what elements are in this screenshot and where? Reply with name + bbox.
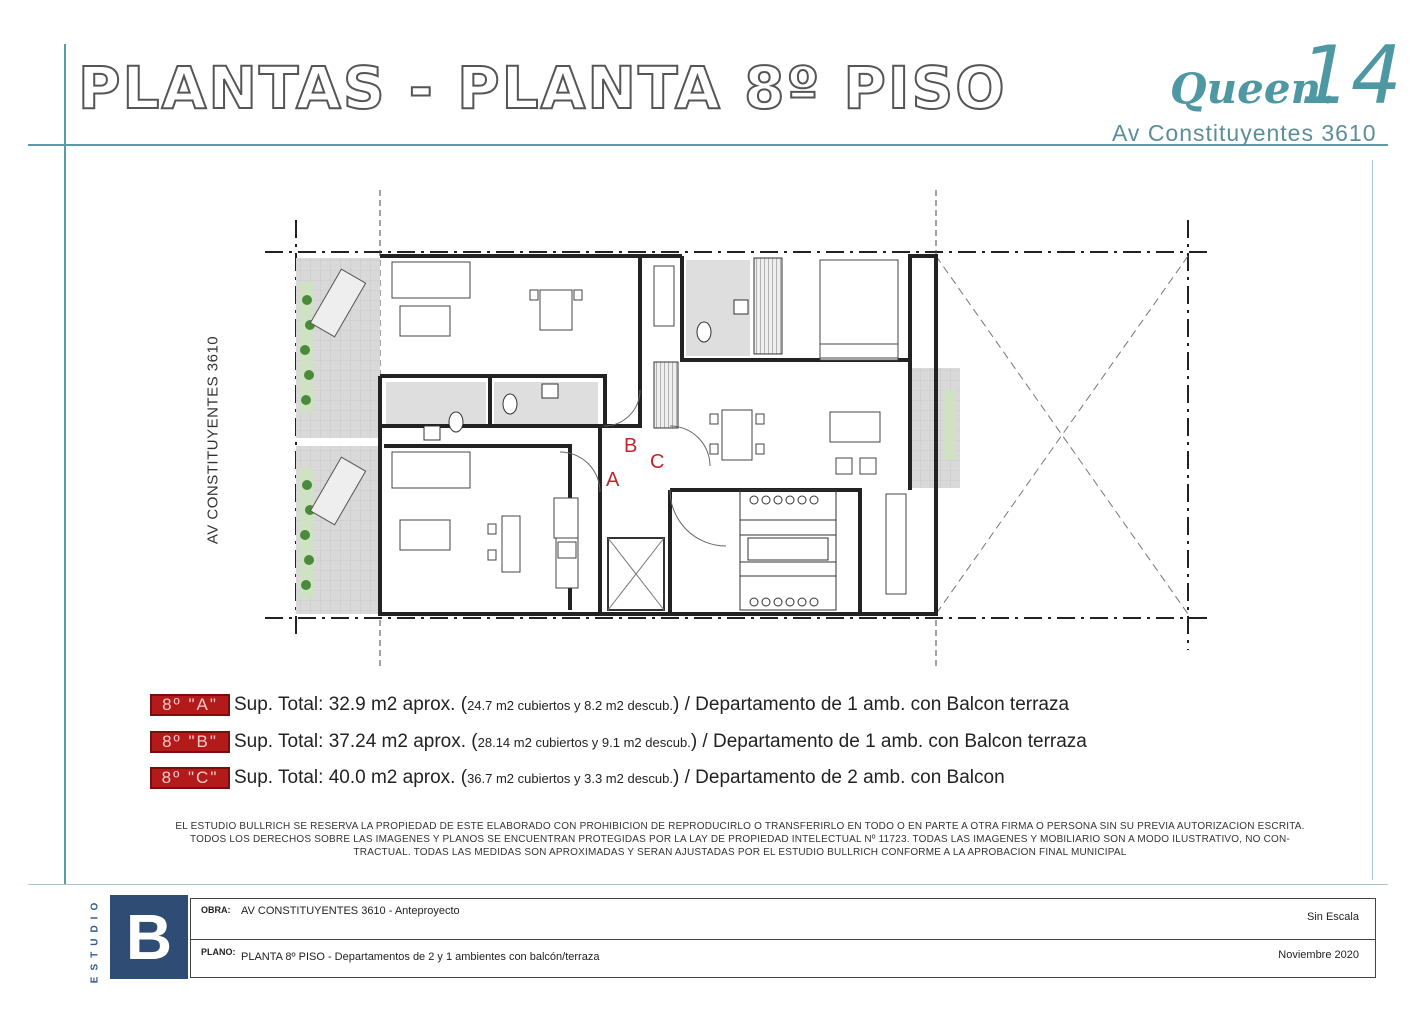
unit-row-b: [150, 729, 1087, 755]
legal-line-2: TODOS LOS DERECHOS SOBRE LAS IMAGENES Y PLANOS SE ENCUENTRAN PROTEGIDAS POR LA LAY DE PROPIEDAD INTELECTUAL Nº 11723. TODAS LAS IMAGENES Y MOBILIARIO SON A MODO ILUSTRATIVO, NO CON-: [190, 834, 1290, 845]
unit-marker-b: B: [624, 435, 638, 457]
legal-notice: [110, 820, 1370, 859]
unit-row-c: [150, 765, 1005, 791]
stairs: [740, 490, 836, 610]
unit-detail-b: 28.14 m2 cubiertos y 9.1 m2 descub.: [477, 734, 691, 750]
legal-line-1: EL ESTUDIO BULLRICH SE RESERVA LA PROPIEDAD DE ESTE ELABORADO CON PROHIBICION DE REPRODUCIRLO O TRANSFERIRLO EN TODO O EN PARTE A OTRA FIRMA O PERSONA SIN SU PREVIA AUTORIZACION ESCRITA.: [175, 821, 1305, 832]
unit-description-a: ) / Departamento de 1 amb. con Balcon terraza: [673, 694, 1070, 715]
unit-badge-c: 8º "C": [150, 767, 230, 789]
street-label: AV CONSTITUYENTES 3610: [204, 335, 222, 545]
unit-total-b: Sup. Total: 37.24 m2 aprox. (: [234, 731, 478, 752]
void-cross: [936, 256, 1188, 614]
page-title: PLANTAS - PLANTA 8º PISO: [78, 54, 1007, 122]
legal-line-3: TRACTUAL. TODAS LAS MEDIDAS SON APROXIMADAS Y SERAN AJUSTADAS POR EL ESTUDIO BULLRICH CONFORME A LA APROBACION FINAL MUNICIPAL: [353, 847, 1127, 858]
logo-queen: Queen.: [1170, 64, 1336, 113]
title-block: [190, 898, 1376, 978]
unit-marker-c: C: [650, 451, 665, 473]
unit-marker-a: A: [606, 469, 620, 491]
plano-label: PLANO:: [201, 947, 236, 957]
unit-total-c: Sup. Total: 40.0 m2 aprox. (: [234, 767, 468, 788]
frame-left-line: [64, 44, 66, 884]
planters: [300, 282, 315, 598]
title-block-divider: [191, 939, 1375, 940]
planter-right: [944, 390, 956, 460]
plano-value: PLANTA 8º PISO - Departamentos de 2 y 1 ambientes con balcón/terraza: [241, 951, 600, 963]
unit-detail-c: 36.7 m2 cubiertos y 3.3 m2 descub.: [467, 770, 674, 786]
unit-detail-a: 24.7 m2 cubiertos y 8.2 m2 descub.: [467, 697, 674, 713]
logo-number: 14: [1300, 29, 1402, 122]
studio-vertical-label: ESTUDIO: [89, 896, 101, 984]
frame-bottom-line: [28, 884, 1388, 885]
date-label: Noviembre 2020: [1278, 949, 1359, 961]
unit-row-a: [150, 692, 1069, 718]
obra-value: AV CONSTITUYENTES 3610 - Anteproyecto: [241, 905, 460, 917]
obra-label: OBRA:: [201, 905, 231, 915]
unit-description-c: ) / Departamento de 2 amb. con Balcon: [673, 767, 1005, 788]
unit-badge-b: 8º "B": [150, 731, 230, 753]
bath-a: [386, 382, 486, 424]
logo-address: Av Constituyentes 3610: [1112, 120, 1377, 146]
studio-logo: B: [110, 895, 188, 979]
kitchen-stripes: [654, 362, 678, 428]
scale-label: Sin Escala: [1307, 911, 1359, 923]
unit-badge-a: 8º "A": [150, 694, 230, 716]
unit-total-a: Sup. Total: 32.9 m2 aprox. (: [234, 694, 468, 715]
stair-markers: [750, 496, 818, 606]
closet-stripes: [754, 258, 782, 354]
unit-description-b: ) / Departamento de 1 amb. con Balcon terraza: [690, 731, 1087, 752]
frame-right-line: [1372, 160, 1373, 880]
floor-plan: [260, 190, 1220, 680]
